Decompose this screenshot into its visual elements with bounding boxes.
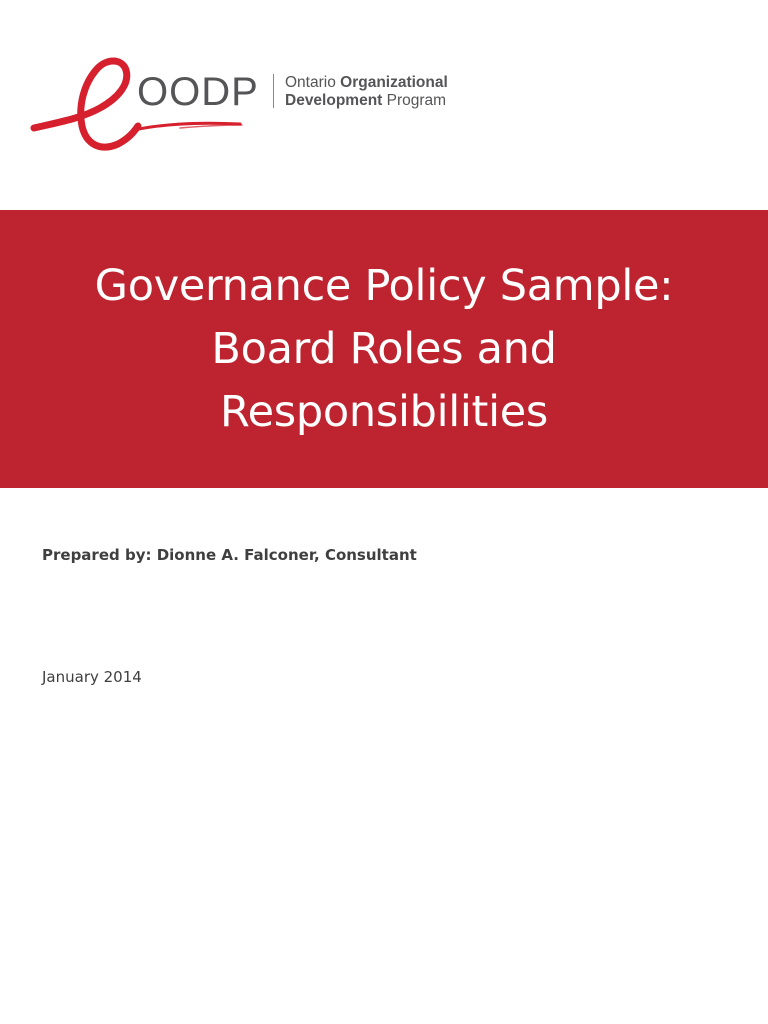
logo-name-line-2 bbox=[285, 92, 448, 110]
oodp-logo bbox=[30, 50, 470, 160]
logo-acronym: OODP bbox=[137, 70, 259, 114]
title-banner bbox=[0, 210, 768, 488]
logo-name-development: Development bbox=[285, 92, 383, 109]
document-date: January 2014 bbox=[42, 668, 142, 686]
logo-organization-name bbox=[285, 74, 448, 110]
document-title: Governance Policy Sample: Board Roles and Responsibilities bbox=[94, 260, 674, 437]
logo-name-ontario: Ontario bbox=[285, 74, 341, 91]
logo-name-organizational: Organizational bbox=[340, 74, 448, 91]
logo-name-line-1 bbox=[285, 74, 448, 92]
logo-name-program: Program bbox=[382, 92, 447, 109]
logo-divider bbox=[273, 74, 274, 108]
prepared-by-line: Prepared by: Dionne A. Falconer, Consultant bbox=[42, 546, 417, 564]
